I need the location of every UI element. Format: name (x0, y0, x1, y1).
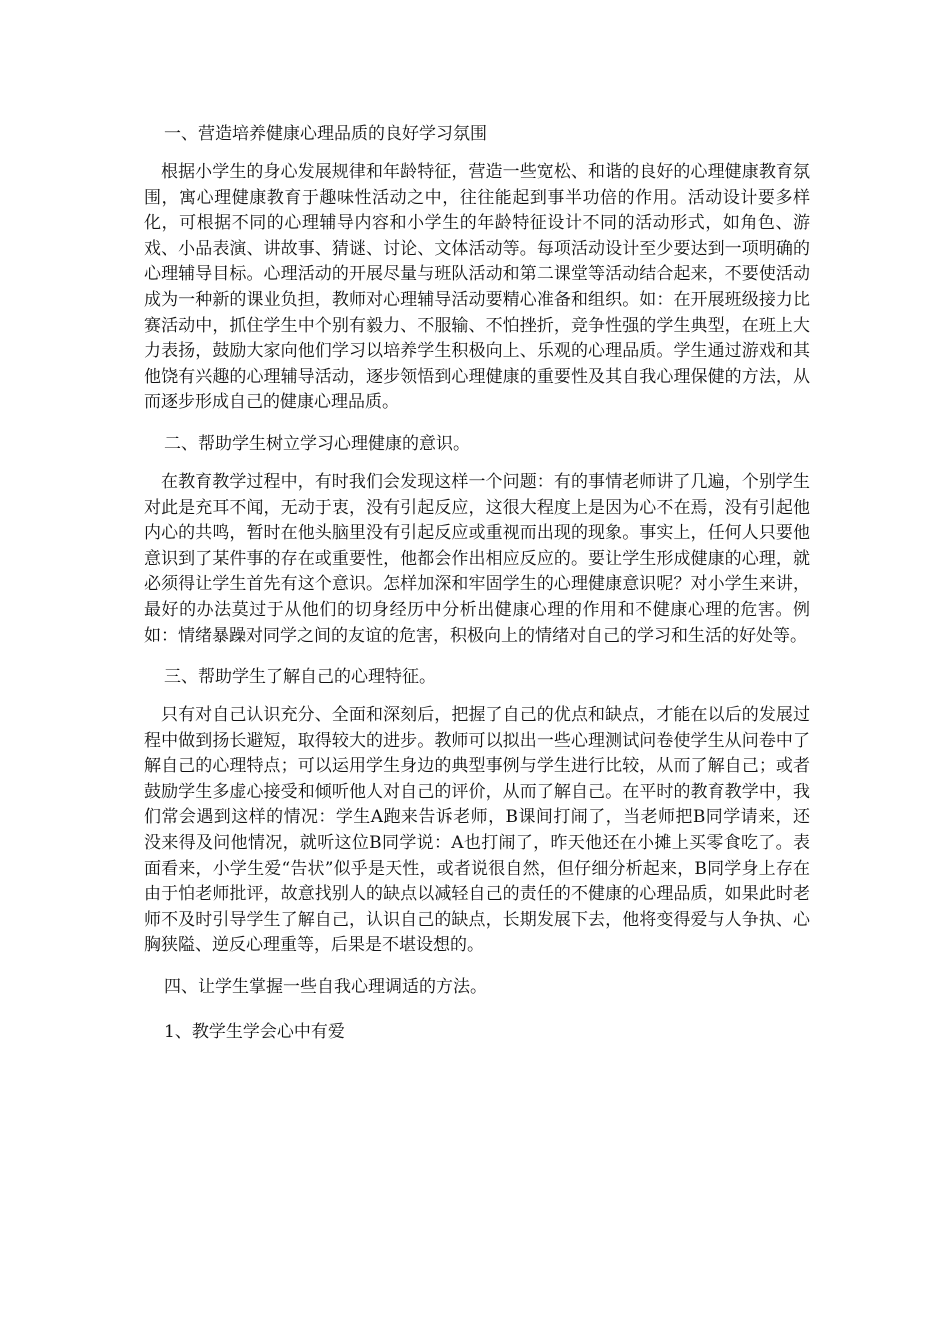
section-heading-4: 四、让学生掌握一些自我心理调适的方法。 (164, 977, 487, 998)
section-paragraph-3: 只有对自己认识充分、全面和深刻后，把握了自己的优点和缺点，才能在以后的发展过程中做到扬长避短，取得较大的进步。教师可以拟出一些心理测试问卷使学生从问卷中了解自己的心理特点；可以运用学生身边的典型事例与学生进行比较，从而了解自己；或者鼓励学生多虚心接受和倾听他人对自己的评价，从而了解自己。在平时的教育教学中，我们常会遇到这样的情况：学生A跑来告诉老师，B课间打闹了，当老师把B同学请来，还没来得及问他情况，就听这位B同学说：A也打闹了，昨天他还在小摊上买零食吃了。表面看来，小学生爱“告状”似乎是天性，或者说很自然，但仔细分析起来，B同学身上存在由于怕老师批评，故意找别人的缺点以减轻自己的责任的不健康的心理品质，如果此时老师不及时引导学生了解自己，认识自己的缺点，长期发展下去，他将变得爱与人争执、心胸狭隘、逆反心理重等，后果是不堪设想的。 (144, 705, 810, 956)
section-paragraph-2: 在教育教学过程中，有时我们会发现这样一个问题：有的事情老师讲了几遍，个别学生对此是充耳不闻，无动于衷，没有引起反应，这很大程度上是因为心不在焉，没有引起他内心的共鸣，暂时在他头脑里没有引起反应或重视而出现的现象。事实上，任何人只要他意识到了某件事的存在或重要性，他都会作出相应反应的。要让学生形成健康的心理，就必须得让学生首先有这个意识。怎样加深和牢固学生的心理健康意识呢？对小学生来讲，最好的办法莫过于从他们的切身经历中分析出健康心理的作用和不健康心理的危害。例如：情绪暴躁对同学之间的友谊的危害，积极向上的情绪对自己的学习和生活的好处等。 (144, 471, 810, 646)
section-paragraph-1: 根据小学生的身心发展规律和年龄特征，营造一些宽松、和谐的良好的心理健康教育氛围，寓心理健康教育于趣味性活动之中，往往能起到事半功倍的作用。活动设计要多样化，可根据不同的心理辅导内容和小学生的年龄特征设计不同的活动形式，如角色、游戏、小品表演、讲故事、猜谜、讨论、文体活动等。每项活动设计至少要达到一项明确的心理辅导目标。心理活动的开展尽量与班队活动和第二课堂等活动结合起来，不要使活动成为一种新的课业负担，教师对心理辅导活动要精心准备和组织。如：在开展班级接力比赛活动中，抓住学生中个别有毅力、不服输、不怕挫折，竞争性强的学生典型，在班上大力表扬，鼓励大家向他们学习以培养学生积极向上、乐观的心理品质。学生通过游戏和其他饶有兴趣的心理辅导活动，逐步领悟到心理健康的重要性及其自我心理保健的方法，从而逐步形成自己的健康心理品质。 (144, 162, 810, 413)
section-heading-2: 二、帮助学生树立学习心理健康的意识。 (164, 433, 470, 454)
subsection-heading-1: 1、教学生学会心中有爱 (164, 1022, 345, 1043)
section-heading-1: 一、营造培养健康心理品质的良好学习氛围 (164, 124, 487, 144)
section-heading-3: 三、帮助学生了解自己的心理特征。 (164, 667, 436, 688)
document-body (144, 118, 810, 1049)
